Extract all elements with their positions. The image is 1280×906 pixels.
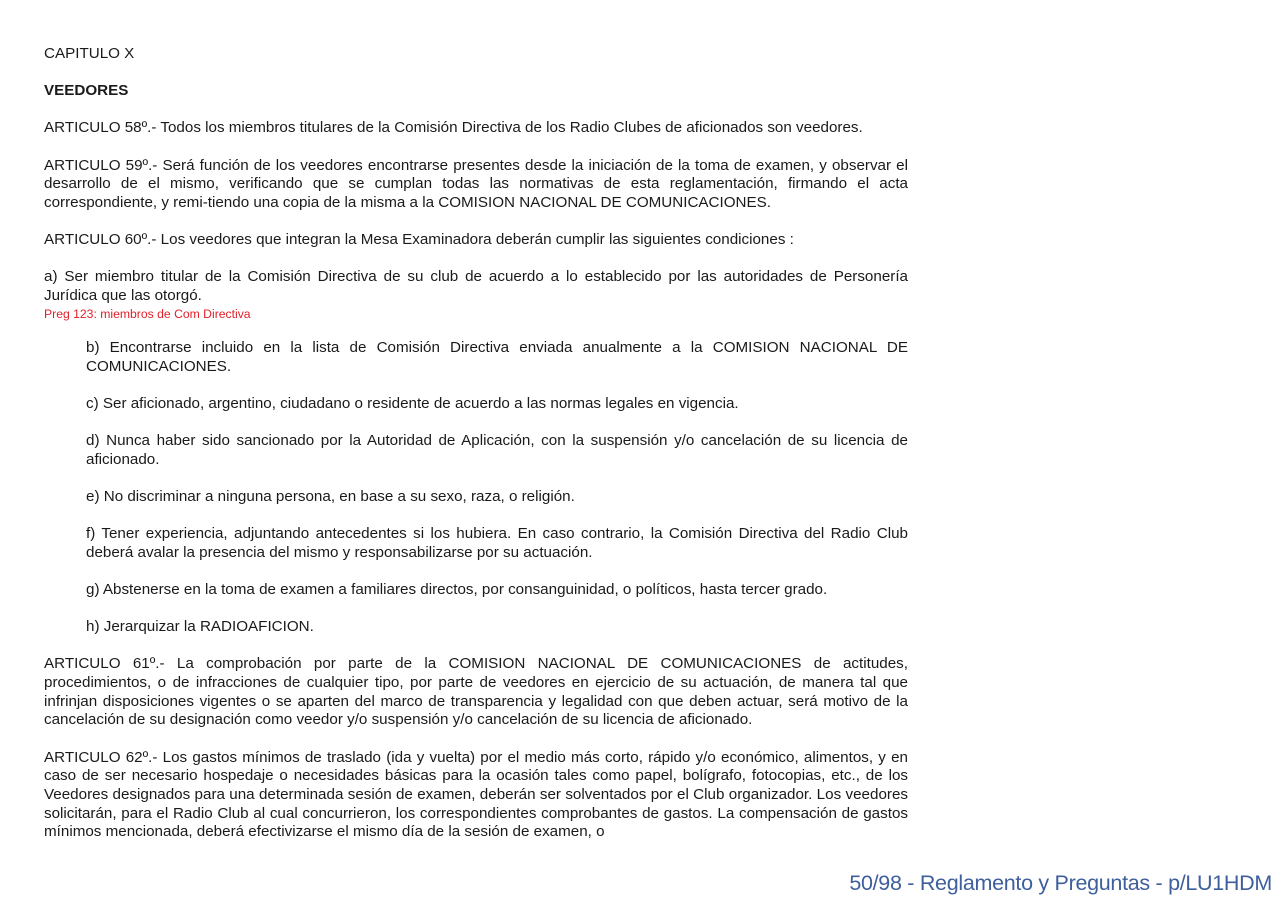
article-62: ARTICULO 62º.- Los gastos mínimos de traslado (ida y vuelta) por el medio más corto, rápido y/o económico, alimentos, y en caso de ser necesario hospedaje o necesidades básicas para la ocasión tales como papel, bolígrafo, fotocopias, etc., de los Veedores designados para una determinada sesión de examen, deberán ser solventados por el Club organizador. Los veedores solicitarán, para el Radio Club al cual concurrieron, los correspondientes comprobantes de gastos. La compensación de gastos mínimos mencionada, deberá efectivizarse el mismo día de la sesión de examen, o [44,748,908,841]
condition-item-g: g) Abstenerse en la toma de examen a familiares directos, por consanguinidad, o políticos, hasta tercer grado. [86,580,828,598]
article-61: ARTICULO 61º.- La comprobación por parte de la COMISION NACIONAL DE COMUNICACIONES de actitudes, procedimientos, o de infracciones de cualquier tipo, por parte de veedores en ejercicio de su actuación, de manera tal que infrinjan disposiciones vigentes o se aparten del marco de transparencia y legalidad con que deben actuar, será motivo de la cancelación de su designación como veedor y/o suspensión y/o cancelación de su licencia de aficionado. [44,655,908,729]
condition-item-e: e) No discriminar a ninguna persona, en base a su sexo, raza, o religión. [86,487,575,505]
condition-item-d: d) Nunca haber sido sancionado por la Autoridad de Aplicación, con la suspensión y/o cancelación de su licencia de aficionado. [86,431,908,468]
condition-item-h: h) Jerarquizar la RADIOAFICION. [86,618,314,636]
article-58: ARTICULO 58º.- Todos los miembros titulares de la Comisión Directiva de los Radio Clubes de aficionados son veedores. [44,119,863,137]
question-note: Preg 123: miembros de Com Directiva [44,306,251,321]
condition-item-b: b) Encontrarse incluido en la lista de Comisión Directiva enviada anualmente a la COMISION NACIONAL DE COMUNICACIONES. [86,338,908,375]
condition-item-f: f) Tener experiencia, adjuntando antecedentes si los hubiera. En caso contrario, la Comisión Directiva del Radio Club deberá avalar la presencia del mismo y responsabilizarse por su actuación. [86,525,908,561]
document-page [44,45,908,842]
section-title: VEEDORES [44,82,129,100]
condition-item-c: c) Ser aficionado, argentino, ciudadano o residente de acuerdo a las normas legales en vigencia. [86,394,739,412]
page-footer: 50/98 - Reglamento y Preguntas - p/LU1HDM [849,871,1272,895]
article-59: ARTICULO 59º.- Será función de los veedores encontrarse presentes desde la iniciación de la toma de examen, y observar el desarrollo de el mismo, verificando que se cumplan todas las normativas de esta reglamentación, firmando el acta correspondiente, y remi-tiendo una copia de la misma a la COMISION NACIONAL DE COMUNICACIONES. [44,156,908,212]
article-60: ARTICULO 60º.- Los veedores que integran la Mesa Examinadora deberán cumplir las siguientes condiciones : [44,231,794,249]
chapter-heading: CAPITULO X [44,45,135,62]
condition-text: a) Ser miembro titular de la Comisión Directiva de su club de acuerdo a lo establecido por las autoridades de Personería Jurídica que las otorgó. [44,268,908,305]
condition-item-a [44,268,908,321]
